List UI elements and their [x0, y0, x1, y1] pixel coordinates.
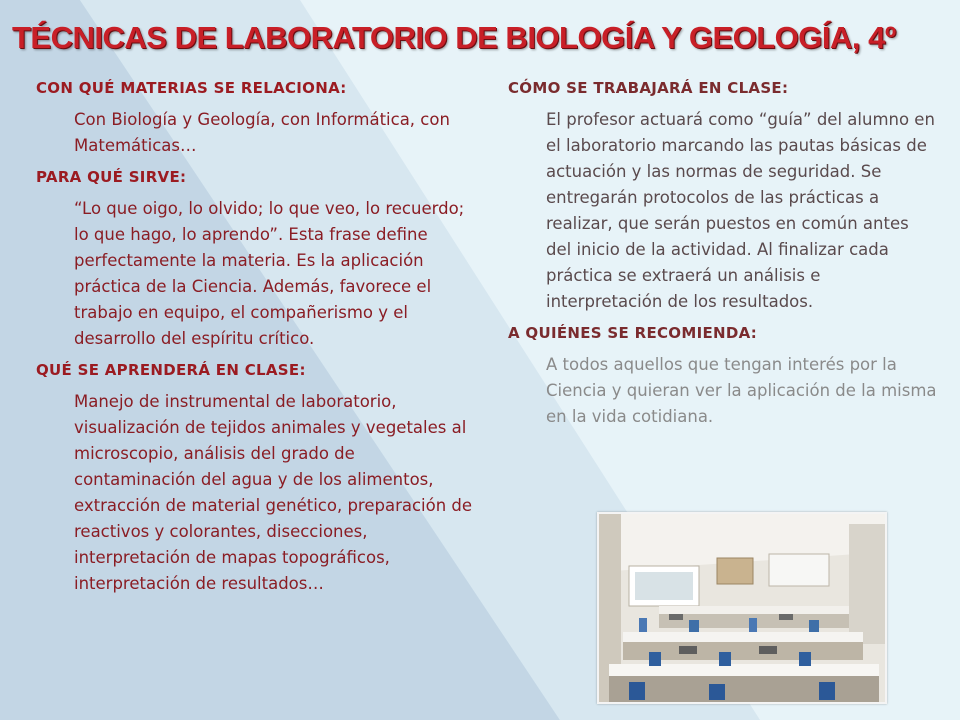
section-text-para-que-sirve: “Lo que oigo, lo olvido; lo que veo, lo recuerdo; lo que hago, lo aprendo”. Esta frase define perfectamente la materia. Es la aplicación práctica de la Ciencia. Además, favorece el trabajo en equipo, el compañerismo y el desarrollo del espíritu crítico.	[74, 199, 465, 348]
right-column	[508, 78, 938, 438]
section-text-como-se-trabajara: El profesor actuará como “guía” del alumno en el laboratorio marcando las pautas básicas de actuación y las normas de seguridad. Se entregarán protocolos de las prácticas a realizar, que serán puestos en común antes del inicio de la actividad. Al finalizar cada práctica se extraerá un análisis e interpretación de los resultados.	[546, 110, 935, 311]
section-heading-para-que-sirve: PARA QUÉ SIRVE:	[36, 168, 187, 186]
section-heading-materias: CON QUÉ MATERIAS SE RELACIONA:	[36, 79, 347, 97]
section-text-que-se-aprendera: Manejo de instrumental de laboratorio, visualización de tejidos animales y vegetales al microscopio, análisis del grado de contaminación del agua y de los alimentos, extracción de material genético, preparación de reactivos y colorantes, disecciones, interpretación de mapas topográficos, interpretación de resultados…	[74, 392, 473, 593]
section-text-materias: Con Biología y Geología, con Informática, con Matemáticas…	[74, 110, 450, 155]
section-heading-que-se-aprendera: QUÉ SE APRENDERÁ EN CLASE:	[36, 361, 306, 379]
slide-title: TÉCNICAS DE LABORATORIO DE BIOLOGÍA Y GEOLOGÍA, 4º	[12, 20, 896, 55]
section-heading-como-se-trabajara: CÓMO SE TRABAJARÁ EN CLASE:	[508, 79, 789, 97]
left-column	[36, 78, 476, 605]
section-heading-a-quienes: A QUIÉNES SE RECOMIENDA:	[508, 324, 758, 342]
laboratory-photo	[597, 512, 887, 704]
section-text-a-quienes: A todos aquellos que tengan interés por la Ciencia y quieran ver la aplicación de la misma en la vida cotidiana.	[546, 355, 937, 426]
